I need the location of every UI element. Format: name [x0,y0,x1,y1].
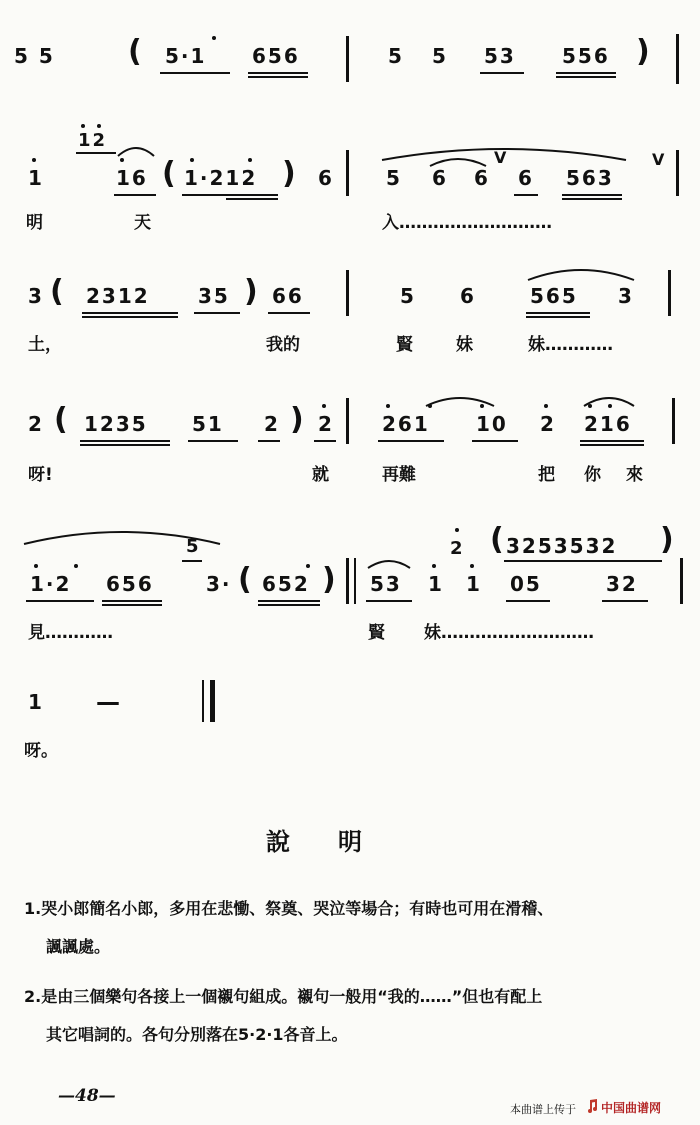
octave-dot [74,564,78,568]
underline [258,604,320,606]
underline [314,440,336,442]
underline [556,76,616,78]
grace-note: 5 [186,536,201,557]
underline [472,440,518,442]
paren-open: ( [162,156,176,191]
lyric: 明 [26,213,43,233]
octave-dot [120,158,124,162]
octave-dot [588,404,592,408]
underline [514,194,538,196]
paren-open: ( [50,274,64,309]
note: 1 [466,572,482,596]
octave-dot [386,404,390,408]
bar-line [668,270,671,316]
source-label: 本曲谱上传于 [510,1103,576,1116]
breath-mark: V [494,148,509,167]
note-group: 1·212 [184,166,258,190]
note: 1 [28,690,44,714]
note-group: 05 [510,572,542,596]
octave-dot [190,158,194,162]
note: 6 [318,166,334,190]
note-group: 16 [116,166,148,190]
octave-dot [248,158,252,162]
lyric: 天 [134,213,151,233]
note-group: 5·1 [165,44,207,68]
underline [80,444,170,446]
paren-open: ( [128,34,142,69]
underline [182,560,202,562]
note-group: 10 [476,412,508,436]
note-group: 32 [606,572,638,596]
octave-dot [432,564,436,568]
bar-line [346,36,349,82]
octave-dot [480,404,484,408]
underline [258,440,280,442]
lyric: 呀! [28,465,53,485]
underline [194,312,240,314]
lyric: 妹 [456,335,473,355]
note: 6 [518,166,534,190]
lyric: 土， [28,335,62,355]
underline [82,312,178,314]
note: 2 [318,412,334,436]
underline [102,600,162,602]
paren-close: ) [660,522,674,557]
octave-dot [81,124,85,128]
grace-note: 2 [450,538,465,559]
note-group: 1·2 [30,572,72,596]
underline [580,440,644,442]
underline [182,194,278,196]
underline [114,194,156,196]
bar-line [346,558,349,604]
underline [76,152,116,154]
lyric: 賢 [368,623,385,643]
note-group: 5 5 [14,44,55,68]
underline [102,604,162,606]
note-group: 656 [252,44,300,68]
underline [506,600,550,602]
paren-close: ) [282,156,296,191]
bar-line [346,270,349,316]
octave-dot [470,564,474,568]
underline [26,600,94,602]
note-group: 53 [370,572,402,596]
lyric: 妹………… [528,335,613,355]
octave-dot [97,124,101,128]
lyric: 賢 [396,335,413,355]
lyric: 你 [584,465,601,485]
underline [602,600,648,602]
note-group: 261 [382,412,430,436]
breath-mark: V [652,150,667,169]
note: 3 [618,284,634,308]
underline [160,72,230,74]
note-group: 565 [530,284,578,308]
dash: — [96,688,122,716]
underline [82,316,178,318]
note: 2 [264,412,280,436]
note: 6 [474,166,490,190]
note: 1 [28,166,44,190]
note: 3· [206,572,232,596]
music-note-icon [586,1098,598,1112]
octave-dot [306,564,310,568]
final-bar-thick [210,680,215,722]
underline [248,76,308,78]
underline [226,198,278,200]
note: 5 [432,44,448,68]
lyric: 來 [626,465,643,485]
note: 5 [388,44,404,68]
underline [562,198,622,200]
note: 1 [428,572,444,596]
note-group: 66 [272,284,304,308]
note-group: 216 [584,412,632,436]
bar-line [354,558,356,604]
note: 6 [460,284,476,308]
octave-dot [544,404,548,408]
underline [526,312,590,314]
lyric: 就 [312,465,329,485]
notes-item-2: 2.是由三個樂句各接上一個襯句組成。襯句一般用“我的……”但也有配上 [24,987,543,1006]
notes-item-1-cont: 諷諷處。 [46,937,111,956]
note: 6 [432,166,448,190]
underline [504,560,662,562]
lyric: 入……………………… [382,213,552,233]
note-group: 35 [198,284,230,308]
lyric: 妹……………………… [424,623,594,643]
underline [258,600,320,602]
underline [248,72,308,74]
underline [562,194,622,196]
underline [378,440,444,442]
bar-line [346,398,349,444]
paren-open: ( [238,562,252,597]
octave-dot [32,158,36,162]
slur [366,554,412,570]
underline [480,72,524,74]
octave-dot [212,36,216,40]
underline [556,72,616,74]
octave-dot [34,564,38,568]
note: 5 [386,166,402,190]
octave-dot [455,528,459,532]
notes-item-2-cont: 其它唱詞的。各句分別落在5·2·1各音上。 [46,1025,348,1044]
underline [526,316,590,318]
note-group: 1235 [84,412,148,436]
bar-line [676,34,679,84]
underline [188,440,238,442]
underline [366,600,412,602]
underline [80,440,170,442]
bar-line [676,150,679,196]
final-bar-thin [202,680,204,722]
note-group: 2312 [86,284,150,308]
slur [424,390,496,408]
note-group: 51 [192,412,224,436]
octave-dot [608,404,612,408]
notes-heading: 說 明 [266,827,362,856]
underline [580,444,644,446]
note-group: 556 [562,44,610,68]
bar-line [680,558,683,604]
instrument-notes: 3253532 [506,534,618,558]
slur [116,140,156,160]
paren-open: ( [54,402,68,437]
note: 5 [400,284,416,308]
grace-notes: 12 [78,130,108,151]
note: 2 [540,412,556,436]
note-group: 652 [262,572,310,596]
site-name: 中国曲谱网 [601,1101,662,1115]
lyric: 見………… [28,623,113,643]
bar-line [672,398,675,444]
bar-line [346,150,349,196]
octave-dot [322,404,326,408]
notes-item-1: 1.哭小郎簡名小郎，多用在悲慟、祭奠、哭泣等場合；有時也可用在滑稽、 [24,899,554,918]
paren-close: ) [322,562,336,597]
paren-close: ) [244,274,258,309]
paren-open: ( [490,522,504,557]
note: 2 [28,412,44,436]
lyric: 再難 [382,465,416,485]
note-group: 563 [566,166,614,190]
note-group: 656 [106,572,154,596]
page-number: —48— [58,1086,116,1106]
note: 3 [28,284,44,308]
note-group: 53 [484,44,516,68]
paren-close: ) [290,402,304,437]
slur [526,262,636,282]
underline [268,312,310,314]
paren-close: ) [636,34,650,69]
lyric: 呀。 [24,741,58,761]
lyric: 我的 [266,335,300,355]
lyric: 把 [538,465,555,485]
